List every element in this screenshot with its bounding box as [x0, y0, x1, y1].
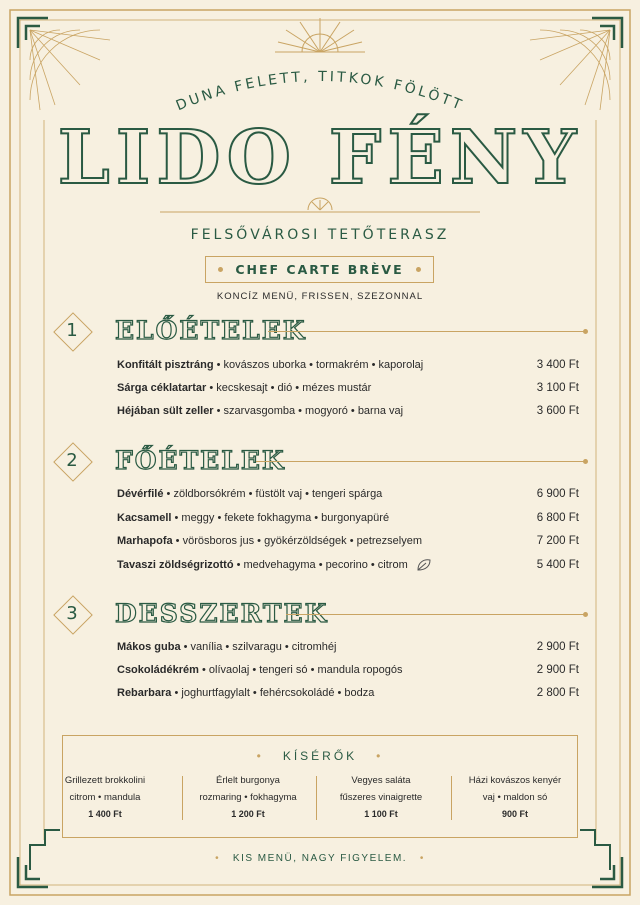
- dish-price: 3 400 Ft: [536, 359, 579, 371]
- dish-price: 6 900 Ft: [536, 488, 579, 500]
- arc-tagline: DUNA FELETT, TITKOK FÖLÖTT: [173, 68, 467, 115]
- section-rule: [268, 331, 584, 332]
- dish-name: Dévérfilé: [117, 488, 164, 500]
- sides-title-label: KÍSÉRŐK: [282, 749, 358, 763]
- dish-description: • meggy • fekete fokhagyma • burgonyapüré: [171, 512, 390, 524]
- section-rule-dot: [583, 612, 588, 617]
- menu-item: [117, 641, 579, 653]
- menu-item: [117, 405, 579, 417]
- section-rule: [256, 461, 584, 462]
- dish-price: 2 900 Ft: [536, 664, 579, 676]
- dish-name: Marhapofa: [117, 535, 173, 547]
- menu-tagline: KONCÍZ MENÜ, FRISSEN, SZEZONNAL: [216, 291, 424, 302]
- dish-price: 3 600 Ft: [536, 405, 579, 417]
- dish-description: • kovászos uborka • tormakrém • kaporolaj: [213, 359, 424, 371]
- badge-label: CHEF CARTE BRÈVE: [235, 262, 404, 277]
- dish-description: • olívaolaj • tengeri só • mandula ropogós: [198, 664, 403, 676]
- dish-description: • joghurtfagylalt • fehércsokoládé • bodza: [171, 687, 375, 699]
- menu-item: [117, 488, 579, 500]
- leaf-icon: [416, 558, 432, 572]
- section-number: 1: [66, 320, 78, 341]
- section-number: 2: [66, 450, 78, 471]
- dish-name: Rebarbara: [117, 687, 172, 699]
- side-price: 1 200 Ft: [231, 809, 265, 819]
- side-price: 900 Ft: [501, 809, 528, 819]
- top-fan-ornament: [275, 18, 365, 52]
- side-name: Érlelt burgonya: [216, 775, 280, 786]
- side-divider: [182, 776, 183, 820]
- svg-text:DUNA FELETT, TITKOK FÖLÖTT: [174, 69, 466, 114]
- chef-carte-badge: [205, 256, 434, 283]
- dish-name: Sárga céklatartar: [117, 382, 207, 394]
- side-item: [188, 772, 308, 823]
- menu-item: [117, 512, 579, 524]
- sides-title: • KÍSÉRŐK •: [256, 749, 384, 763]
- side-item: [455, 772, 575, 823]
- section-number: 3: [66, 603, 78, 624]
- section-rule: [286, 614, 584, 615]
- menu-item: [117, 535, 579, 547]
- menu-item: [117, 382, 579, 394]
- dish-description: • zöldborsókrém • füstölt vaj • tengeri spárga: [163, 488, 383, 500]
- dish-name: Mákos guba: [117, 641, 181, 653]
- menu-item: [117, 687, 579, 699]
- venue-subtitle: FELSŐVÁROSI TETŐTERASZ: [190, 227, 450, 243]
- dish-price: 6 800 Ft: [536, 512, 579, 524]
- dish-description: • vanília • szilvaragu • citromhéj: [180, 641, 337, 653]
- footer-text: KIS MENÜ, NAGY FIGYELEM.: [232, 853, 408, 864]
- side-item: [321, 772, 441, 823]
- restaurant-title: LIDO FÉNY: [57, 115, 583, 201]
- dish-description: • kecskesajt • dió • mézes mustár: [206, 382, 372, 394]
- dish-description: • szarvasgomba • mogyoró • barna vaj: [213, 405, 404, 417]
- side-price: 1 400 Ft: [88, 809, 122, 819]
- side-name: Házi kovászos kenyér: [468, 775, 562, 786]
- dish-name: Konfitált pisztráng: [117, 359, 214, 371]
- footer-motto: • KIS MENÜ, NAGY FIGYELEM. •: [215, 853, 425, 864]
- dish-price: 2 900 Ft: [536, 641, 579, 653]
- side-details: fűszeres vinaigrette: [339, 792, 423, 803]
- section-rule-dot: [583, 329, 588, 334]
- side-name: Grillezett brokkolini: [64, 775, 146, 786]
- dish-name: Héjában sült zeller: [117, 405, 214, 417]
- side-details: citrom • mandula: [69, 792, 141, 803]
- dish-price: 3 100 Ft: [536, 382, 579, 394]
- side-details: vaj • maldon só: [482, 792, 548, 803]
- side-item: [45, 772, 165, 823]
- side-divider: [451, 776, 452, 820]
- side-divider: [316, 776, 317, 820]
- badge-dot: [218, 267, 223, 272]
- badge-dot: [416, 267, 421, 272]
- section-rule-dot: [583, 459, 588, 464]
- dish-description: • medvehagyma • pecorino • citrom: [233, 558, 408, 571]
- menu-item: [117, 558, 579, 572]
- section-title-starters: ELŐÉTELEK: [115, 316, 307, 345]
- section-title-mains: FŐÉTELEK: [115, 446, 286, 475]
- side-price: 1 100 Ft: [364, 809, 398, 819]
- menu-item: [117, 664, 579, 676]
- dish-name: Csokoládékrém: [117, 664, 199, 676]
- dish-price: 7 200 Ft: [536, 535, 579, 547]
- section-title-desserts: DESSZERTEK: [115, 599, 329, 628]
- side-details: rozmaring • fokhagyma: [199, 792, 297, 803]
- dish-name: Tavaszi zöldségrizottó: [117, 558, 234, 571]
- dish-price: 5 400 Ft: [536, 559, 579, 571]
- dish-name: Kacsamell: [117, 512, 172, 524]
- dish-description: • vörösboros jus • gyökérzöldségek • petrezselyem: [172, 535, 423, 547]
- menu-item: [117, 359, 579, 371]
- side-name: Vegyes saláta: [351, 775, 411, 786]
- dish-price: 2 800 Ft: [536, 687, 579, 699]
